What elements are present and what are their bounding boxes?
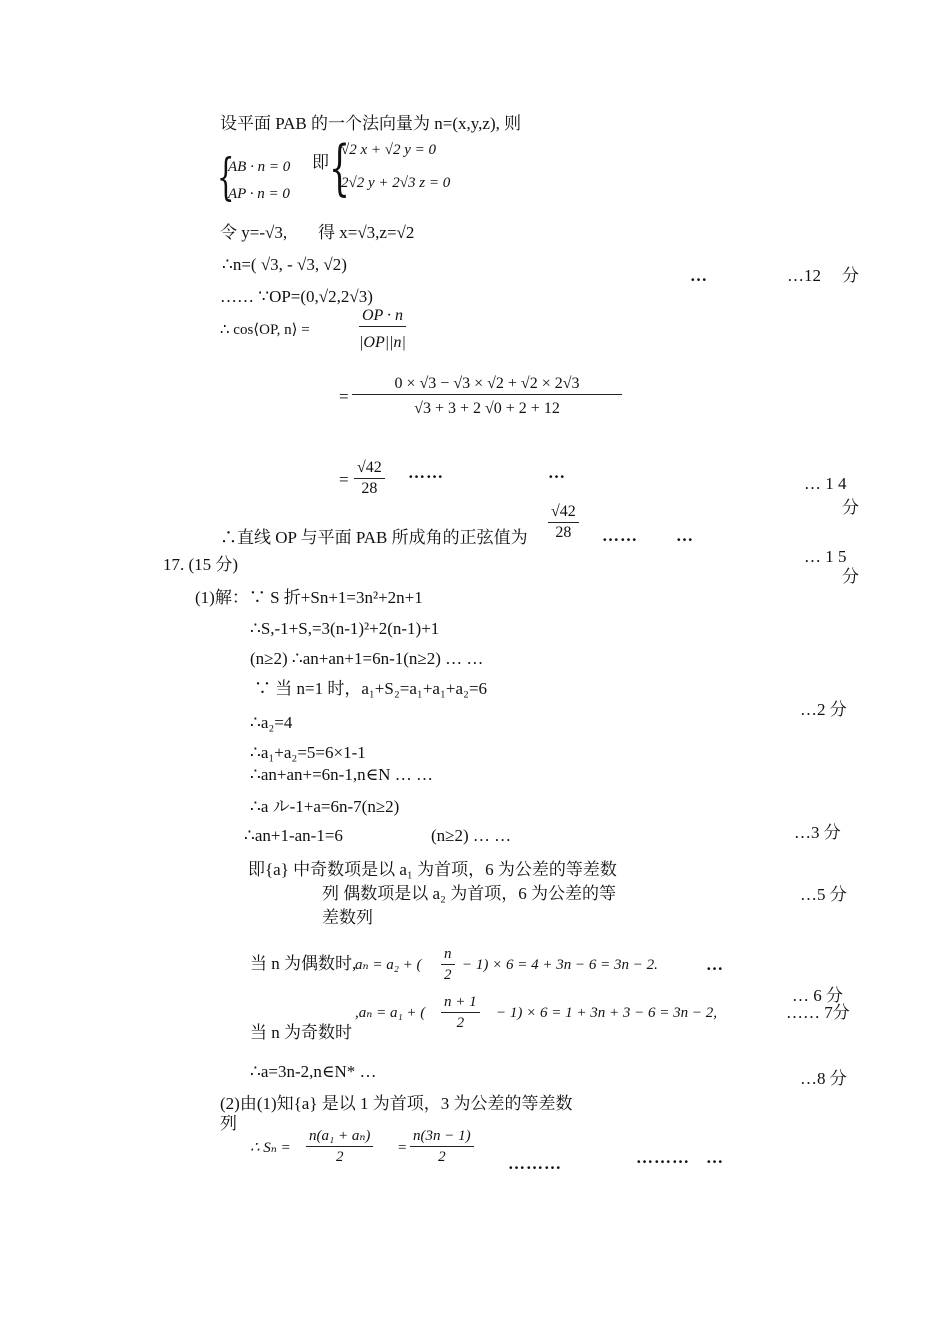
even-fraction-numerator: n bbox=[441, 944, 455, 965]
result-eq-sign: = bbox=[339, 470, 349, 489]
odd-fraction-numerator: n + 1 bbox=[441, 992, 480, 1013]
conclusion-mark-unit: 分 bbox=[842, 567, 859, 586]
result-mark-unit: 分 bbox=[842, 498, 859, 517]
sum-fraction-1-denominator: 2 bbox=[335, 1149, 344, 1165]
p1-line-9: ∴an+1-an-1=6 bbox=[244, 826, 343, 845]
sum-fraction-1-numerator: n(a₁ + aₙ) bbox=[306, 1126, 373, 1147]
p1-line-10c: 差数列 bbox=[322, 908, 373, 927]
conclusion-text: ∴直线 OP 与平面 PAB 所成角的正弦值为 bbox=[220, 528, 528, 547]
cos-denominator: |OP||n| bbox=[359, 334, 406, 351]
p1-mark-3: …3 分 bbox=[794, 823, 841, 842]
normal-vector-intro: 设平面 PAB 的一个法向量为 n=(x,y,z), 则 bbox=[220, 114, 522, 133]
p1-line-3: (n≥2) ∴an+an+1=6n-1(n≥2) … … bbox=[250, 649, 484, 668]
p1-line-1: (1)解：∵ S 折+Sn+1=3n²+2n+1 bbox=[195, 588, 423, 607]
sum-dots-2: ……… bbox=[636, 1148, 690, 1167]
calc-denominator: √3 + 3 + 2 √0 + 2 + 12 bbox=[414, 400, 560, 417]
p1-line-10a: 即{a} 中奇数项是以 a₁ 为首项，6 为公差的等差数 bbox=[248, 860, 617, 879]
p1-line-4: ∵ 当 n=1 时，a₁+S₂=a₁+a₁+a₂=6 bbox=[254, 679, 488, 698]
system-left-eq2: AP · n = 0 bbox=[228, 186, 290, 202]
even-formula-end: − 1) × 6 = 4 + 3n − 6 = 3n − 2. bbox=[462, 957, 658, 973]
op-line: …… ∵OP=(0,√2,2√3) bbox=[220, 287, 373, 306]
p2-line-1a: (2)由(1)知{a} 是以 1 为首项，3 为公差的等差数 bbox=[220, 1094, 573, 1113]
p1-line-6: ∴a₁+a₂=5=6×1-1 bbox=[250, 743, 366, 762]
even-case-label: 当 n 为偶数时, bbox=[250, 954, 357, 973]
p1-line-11: ∴a=3n-2,n∈N* … bbox=[250, 1062, 377, 1081]
conclusion-mark: … 1 5 bbox=[804, 547, 847, 566]
result-numerator: √42 bbox=[354, 458, 385, 479]
result-dots-2: … bbox=[548, 463, 566, 482]
get-xz: 得 x=√3,z=√2 bbox=[318, 223, 415, 242]
even-formula-start: aₙ = a₂ + ( bbox=[355, 957, 422, 973]
system-right-eq2: 2√2 y + 2√3 z = 0 bbox=[341, 175, 451, 191]
p1-mark-5: …5 分 bbox=[800, 885, 847, 904]
n-mark-score: …12 bbox=[787, 266, 821, 285]
sum-dots-1: ……… bbox=[508, 1154, 562, 1173]
p1-line-10b: 列 偶数项是以 a₂ 为首项，6 为公差的等 bbox=[322, 884, 616, 903]
p1-mark-7: …… 7分 bbox=[786, 1003, 850, 1022]
system-left-eq1: AB · n = 0 bbox=[228, 159, 291, 175]
sum-fraction-2-numerator: n(3n − 1) bbox=[410, 1126, 474, 1147]
p1-line-8: ∴a ル-1+a=6n-7(n≥2) bbox=[250, 797, 400, 816]
sum-fraction-2 bbox=[410, 1126, 474, 1167]
n-mark-dots: … bbox=[690, 266, 708, 285]
calc-fraction bbox=[352, 374, 622, 419]
conclusion-dots-1: …… bbox=[602, 526, 638, 545]
let-y: 令 y=-√3, bbox=[220, 223, 288, 242]
odd-case-label: 当 n 为奇数时 bbox=[250, 1023, 352, 1042]
system-right-eq1: √2 x + √2 y = 0 bbox=[341, 142, 437, 158]
right-brace: { bbox=[329, 133, 351, 203]
calc-numerator: 0 × √3 − √3 × √2 + √2 × 2√3 bbox=[352, 374, 622, 395]
conclusion-dots-2: … bbox=[676, 526, 694, 545]
odd-formula-start: ,aₙ = a₁ + ( bbox=[355, 1005, 426, 1021]
system-connector: 即 bbox=[312, 153, 329, 172]
p1-mark-6: … 6 分 bbox=[792, 986, 843, 1005]
cos-fraction bbox=[356, 306, 409, 353]
result-dots-1: …… bbox=[408, 463, 444, 482]
left-brace: { bbox=[217, 148, 235, 206]
p1-mark-2: …2 分 bbox=[800, 700, 847, 719]
conclusion-denominator: 28 bbox=[555, 524, 572, 541]
even-fraction-denominator: 2 bbox=[444, 967, 452, 983]
conclusion-numerator: √42 bbox=[548, 502, 579, 523]
p2-line-1b: 列 bbox=[220, 1114, 237, 1133]
n-value: ∴n=( √3, - √3, √2) bbox=[222, 255, 347, 274]
result-mark: … 1 4 bbox=[804, 474, 847, 493]
n-mark-unit: 分 bbox=[842, 266, 859, 285]
sum-prefix: ∴ Sₙ = bbox=[250, 1140, 291, 1156]
odd-fraction-denominator: 2 bbox=[456, 1015, 465, 1031]
result-denominator: 28 bbox=[361, 480, 378, 497]
p1-line-7: ∴an+an+=6n-1,n∈N … … bbox=[250, 765, 433, 784]
calc-eq-sign: = bbox=[339, 387, 349, 406]
problem-17-header: 17. (15 分) bbox=[163, 555, 239, 574]
sum-fraction-1 bbox=[306, 1126, 373, 1167]
sum-eq-sign: = bbox=[398, 1140, 407, 1156]
sum-fraction-2-denominator: 2 bbox=[438, 1149, 446, 1165]
even-fraction bbox=[441, 944, 455, 985]
conclusion-fraction bbox=[548, 502, 579, 543]
p1-mark-8: …8 分 bbox=[800, 1069, 847, 1088]
sum-dots-3: … bbox=[706, 1148, 724, 1167]
even-dots: … bbox=[706, 955, 724, 974]
p1-line-5: ∴a₂=4 bbox=[250, 713, 293, 732]
result-fraction bbox=[354, 458, 385, 499]
cos-prefix: ∴ cos⟨OP, n⟩ = bbox=[220, 322, 310, 338]
p1-line-9b: (n≥2) … … bbox=[431, 826, 512, 845]
cos-numerator: OP · n bbox=[359, 306, 406, 327]
odd-formula-end: − 1) × 6 = 1 + 3n + 3 − 6 = 3n − 2, bbox=[496, 1005, 717, 1021]
odd-fraction bbox=[441, 992, 480, 1033]
p1-line-2: ∴S,-1+S,=3(n-1)²+2(n-1)+1 bbox=[250, 619, 440, 638]
